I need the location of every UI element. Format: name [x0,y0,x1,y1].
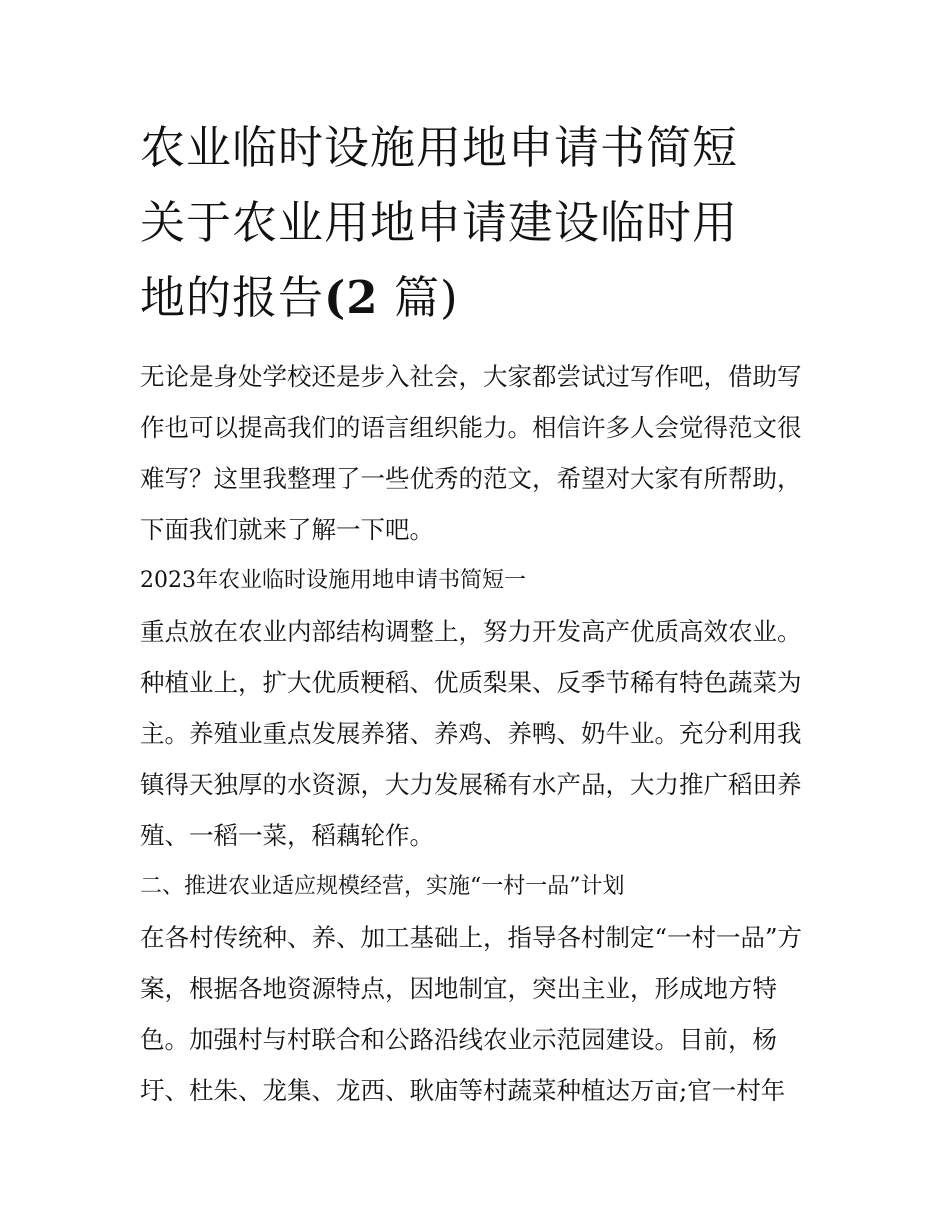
text-line: 无论是身处学校还是步入社会，大家都尝试过写作吧，借助写 [140,362,802,391]
intro-paragraph [140,351,820,555]
title-text: 地的报告 [140,271,325,324]
text-line: 圩、杜朱、龙集、龙西、耿庙等村蔬菜种植达万亩;官一村年 [140,1076,786,1105]
text-line: 色。加强村与村联合和公路沿线农业示范园建设。目前，杨 [140,1025,777,1054]
title-suffix: 篇) [393,271,459,324]
section-heading: 2023年农业临时设施用地申请书简短一 [140,568,526,593]
text-line: 难写？这里我整理了一些优秀的范文，希望对大家有所帮助， [140,464,802,493]
title-line [140,260,820,335]
document-page [140,110,820,1116]
title-line: 农业临时设施用地申请书简短 [140,121,739,174]
text-line: 作也可以提高我们的语言组织能力。相信许多人会觉得范文很 [140,413,802,442]
section-paragraph [140,606,820,861]
title-count: (2 [324,271,379,324]
text-line: 在各村传统种、养、加工基础上，指导各村制定“一村一品”方 [140,923,803,952]
section-heading: 二、推进农业适应规模经营，实施“一村一品”计划 [140,874,625,899]
text-line: 殖、一稻一菜，稻藕轮作。 [140,821,434,850]
text-line: 镇得天独厚的水资源，大力发展稀有水产品，大力推广稻田养 [140,770,802,799]
text-line: 下面我们就来了解一下吧。 [140,515,434,544]
text-line: 案，根据各地资源特点，因地制宜，突出主业，形成地方特 [140,974,777,1003]
section-paragraph [140,912,820,1116]
text-line: 主。养殖业重点发展养猪、养鸡、养鸭、奶牛业。充分利用我 [140,719,802,748]
text-line: 重点放在农业内部结构调整上，努力开发高产优质高效农业。 [140,617,802,646]
document-title [140,110,820,335]
title-line: 关于农业用地申请建设临时用 [140,196,739,249]
text-line: 种植业上，扩大优质粳稻、优质梨果、反季节稀有特色蔬菜为 [140,668,802,697]
